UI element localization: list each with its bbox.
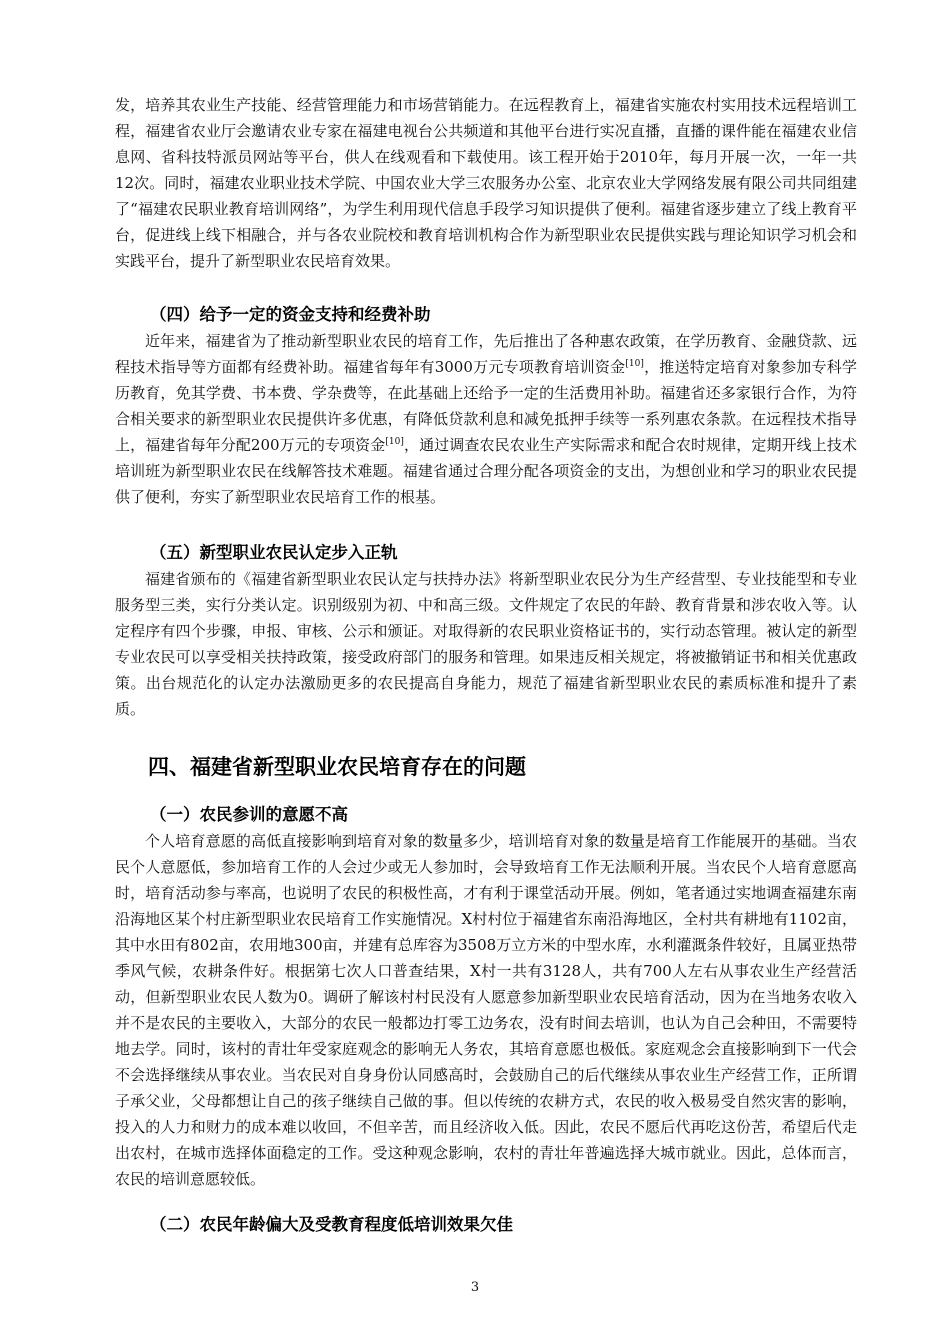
- paragraph-remote-education: 发，培养其农业生产技能、经营管理能力和市场营销能力。在远程教育上，福建省实施农村实用技术远程培训工程，福建省农业厅会邀请农业专家在福建电视台公共频道和其他平台进行实况直播，直播的课件能在福建农业信息网、省科技特派员网站等平台，供人在线观看和下载使用。该工程开始于2010年，每月开展一次，一年一共12次。同时，福建农业职业技术学院、中国农业大学三农服务办公室、北京农业大学网络发展有限公司共同组建了“福建农民职业教育培训网络”，为学生利用现代信息手段学习知识提供了便利。福建省逐步建立了线上教育平台，促进线上线下相融合，并与各农业院校和教育培训机构合作为新型职业农民提供实践与理论知识学习机会和实践平台，提升了新型职业农民培育效果。: [115, 96, 857, 270]
- subheading-funding-support: （四）给予一定的资金支持和经费补助: [150, 305, 431, 324]
- paragraph-funding: [115, 328, 857, 510]
- paragraph-funding-text-2: ，推送特定培育对象参加专科学历教育，免其学费、书本费、学杂费等，在此基础上还给予一定的生活费用补助。福建省还多家银行合作，为符合相关要求的新型职业农民提供许多优惠，有降低贷款利息和减免抵押手续等一系列惠农条款。在远程技术指导上，福建省每年分配200万元的专项资金: [115, 358, 857, 454]
- citation-ref: [10]: [385, 437, 404, 447]
- subheading-age-education: （二）农民年龄偏大及受教育程度低培训效果欠佳: [150, 1215, 513, 1234]
- paragraph-willingness: 个人培育意愿的高低直接影响到培育对象的数量多少，培训培育对象的数量是培育工作能展开的基础。当农民个人意愿低，参加培育工作的人会过少或无人参加时，会导致培育工作无法顺利开展。当农民个人培育意愿高时，培育活动参与率高，也说明了农民的积极性高，才有利于课堂活动开展。例如，笔者通过实地调查福建东南沿海地区某个村庄新型职业农民培育工作实施情况。X村村位于福建省东南沿海地区，全村共有耕地有1102亩，其中水田有802亩，农用地300亩，并建有总库容为3508万立方米的中型水库，水利灌溉条件较好，且属亚热带季风气候，农耕条件好。根据第七次人口普查结果，X村一共有3128人，共有700人左右从事农业生产经营活动，但新型职业农民人数为0。调研了解该村村民没有人愿意参加新型职业农民培育活动，因为在当地务农收入并不是农民的主要收入，大部分的农民一般都边打零工边务农，没有时间去培训，也认为自己会种田，不需要特地去学。同时，该村的青壮年受家庭观念的影响无人务农，其培育意愿也极低。家庭观念会直接影响到下一代会不会选择继续从事农业。当农民对自身身份认同感高时，会鼓励自己的后代继续从事农业生产经营工作，正所谓子承父业，父母都想让自己的孩子继续自己做的事。但以传统的农耕方式，农民的收入极易受自然灾害的影响，投入的人力和财力的成本难以收回，不但辛苦，而且经济收入低。因此，农民不愿后代再吃这份苦，希望后代走出农村，在城市选择体面稳定的工作。受这种观念影响，农村的青壮年普遍选择大城市就业。因此，总体而言，农民的培训意愿较低。: [115, 832, 857, 1188]
- subheading-certification: （五）新型职业农民认定步入正轨: [150, 543, 398, 562]
- page-number: 3: [470, 1280, 480, 1295]
- paragraph-certification: 福建省颁布的《福建省新型职业农民认定与扶持办法》将新型职业农民分为生产经营型、专业技能型和专业服务型三类，实行分类认定。识别级别为初、中和高三级。文件规定了农民的年龄、教育背景和涉农收入等。认定程序有四个步骤，申报、审核、公示和颁证。对取得新的农民职业资格证书的，实行动态管理。被认定的新型专业农民可以享受相关扶持政策，接受政府部门的服务和管理。如果违反相关规定，将被撤销证书和相关优惠政策。出台规范化的认定办法激励更多的农民提高自身能力，规范了福建省新型职业农民的素质标准和提升了素质。: [115, 570, 857, 718]
- citation-ref: [10]: [625, 359, 644, 369]
- section-title-problems: 四、福建省新型职业农民培育存在的问题: [148, 755, 526, 779]
- paragraph-funding-text-3: ，通过调查农民农业生产实际需求和配合农时规律，定期开线上技术培训班为新型职业农民在线解答技术难题。福建省通过合理分配各项资金的支出，为想创业和学习的职业农民提供了便利，夯实了新型职业农民培育工作的根基。: [115, 436, 857, 506]
- subheading-low-willingness: （一）农民参训的意愿不高: [150, 805, 348, 824]
- paragraph-funding-text-1: 近年来，福建省为了推动新型职业农民的培育工作，先后推出了各种惠农政策，在学历教育、金融贷款、远程技术指导等方面都有经费补助。福建省每年有3000万元专项教育培训资金: [115, 332, 857, 376]
